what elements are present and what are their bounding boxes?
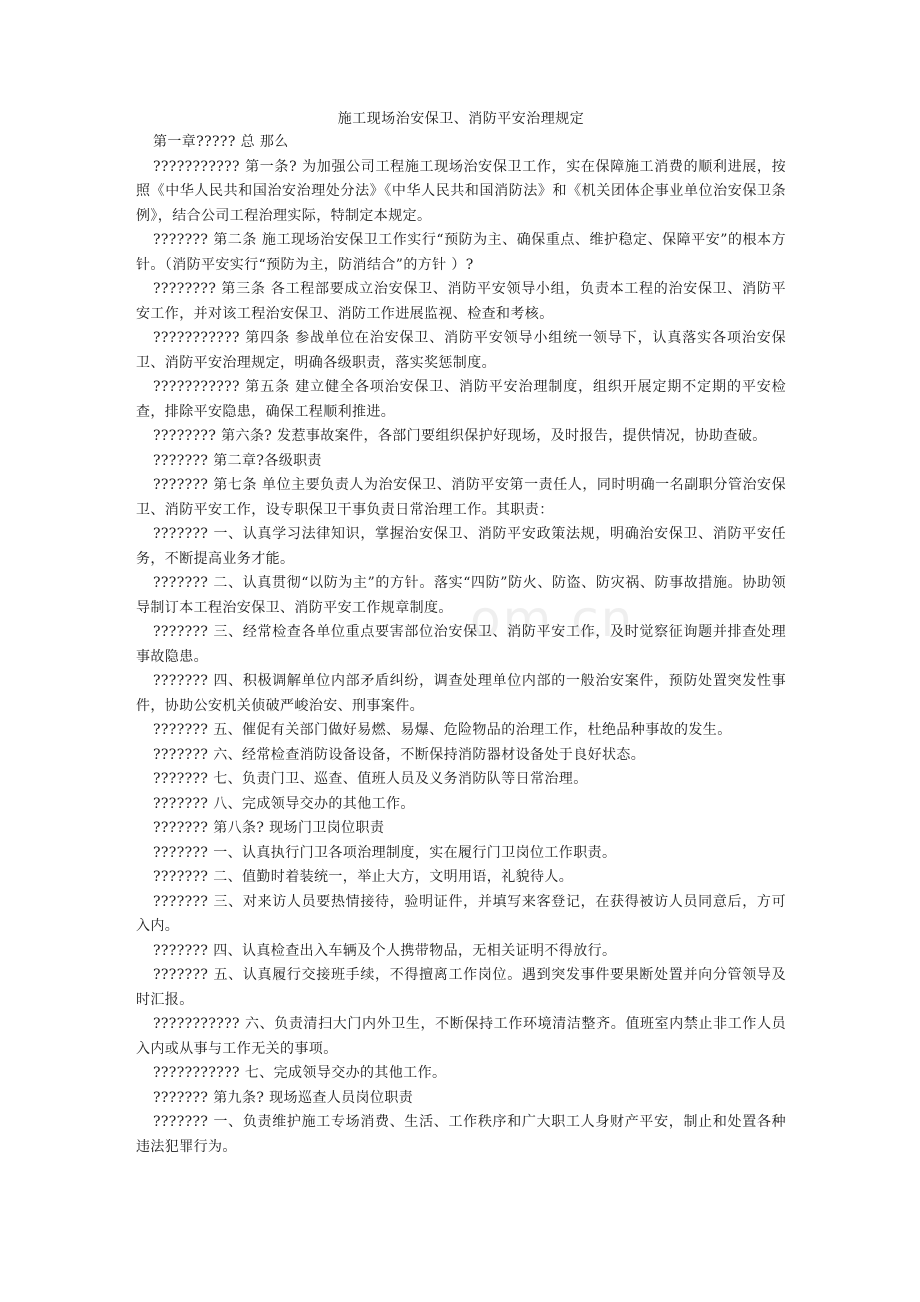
paragraph: ??????? 五、认真履行交接班手续，不得擅离工作岗位。遇到突发事件要果断处置并向分管领导及时汇报。 <box>136 967 786 1008</box>
paragraph: ??????? 三、经常检查各单位重点要害部位治安保卫、消防平安工作，及时觉察征询题并排查处理事故隐患。 <box>136 624 786 665</box>
paragraph: ??????? 六、经常检查消防设备设备，不断保持消防器材设备处于良好状态。 <box>153 746 646 763</box>
paragraph: ??????????? 第一条? 为加强公司工程施工现场治安保卫工作，实在保障施工消费的顺利进展，按照《中华人民共和国治安治理处分法》《中华人民共和国消防法》和《机关团体企事业单位治安保卫条例》，结合公司工程治理实际，特制定本规定。 <box>136 158 786 224</box>
paragraph: ??????? 一、认真学习法律知识，掌握治安保卫、消防平安政策法规，明确治安保卫、消防平安任务，不断提高业务才能。 <box>136 526 786 567</box>
paragraph: ??????? 一、认真执行门卫各项治理制度，实在履行门卫岗位工作职责。 <box>153 844 617 861</box>
paragraph: ???????? 第六条? 发惹事故案件，各部门要组织保护好现场，及时报告，提供情况，协助查破。 <box>153 428 767 444</box>
paragraph: ??????? 四、认真检查出入车辆及个人携带物品，无相关证明不得放行。 <box>153 942 617 959</box>
paragraph: ??????????? 第四条 参战单位在治安保卫、消防平安领导小组统一领导下，认真落实各项治安保卫、消防平安治理规定，明确各级职责，落实奖惩制度。 <box>136 330 786 371</box>
paragraph: ??????? 五、催促有关部门做好易燃、易爆、危险物品的治理工作，杜绝品种事故的发生。 <box>153 722 732 738</box>
paragraph: ??????? 七、负责门卫、巡查、值班人员及义务消防队等日常治理。 <box>153 771 588 787</box>
paragraph: ??????? 二、值勤时着装统一，举止大方，文明用语，礼貌待人。 <box>153 869 574 885</box>
document-page <box>136 108 786 1159</box>
paragraph: ??????? 八、完成领导交办的其他工作。 <box>153 795 415 812</box>
paragraph: ??????? 第九条? 现场巡查人员岗位职责 <box>153 1089 414 1106</box>
paragraph: ??????? 四、积极调解单位内部矛盾纠纷，调查处理单位内部的一般治安案件，预防处置突发性事件，协助公安机关侦破严峻治安、刑事案件。 <box>136 673 786 714</box>
paragraph: ??????????? 第五条 建立健全各项治安保卫、消防平安治理制度，组织开展定期不定期的平安检查，排除平安隐患，确保工程顺利推进。 <box>136 379 786 420</box>
paragraph: ??????? 第二条 施工现场治安保卫工作实行“预防为主、确保重点、维护稳定、保障平安”的根本方针。（消防平安实行“预防为主，防消结合”的方针 ）? <box>136 232 786 273</box>
paragraph: ???????? 第三条 各工程部要成立治安保卫、消防平安领导小组，负责本工程的治安保卫、消防平安工作，并对该工程治安保卫、消防工作进展监视、检查和考核。 <box>136 281 786 322</box>
paragraph: ??????? 三、对来访人员要热情接待，验明证件，并填写来客登记，在获得被访人员同意后，方可入内。 <box>136 893 786 934</box>
paragraph: ??????? 一、负责维护施工专场消费、生活、工作秩序和广大职工人身财产平安，制止和处置各种违法犯罪行为。 <box>136 1114 786 1155</box>
paragraph: ??????????? 七、完成领导交办的其他工作。 <box>153 1065 447 1081</box>
paragraph: ??????? 第八条? 现场门卫岗位职责 <box>153 820 385 836</box>
paragraph: 第一章????? 总 那么 <box>153 134 289 150</box>
paragraph: ??????????? 六、负责清扫大门内外卫生，不断保持工作环境清洁整齐。值班室内禁止非工作人员入内或从事与工作无关的事项。 <box>136 1016 786 1057</box>
document-title: 施工现场治安保卫、消防平安治理规定 <box>337 111 585 127</box>
document-body <box>136 130 786 1159</box>
watermark-text: om.cn <box>470 590 635 648</box>
paragraph: ??????? 二、认真贯彻“以防为主”的方针。落实“四防”防火、防盗、防灾祸、防事故措施。协助领导制订本工程治安保卫、消防平安工作规章制度。 <box>136 575 786 616</box>
paragraph: ??????? 第二章?各级职责 <box>153 452 322 469</box>
paragraph: ??????? 第七条 单位主要负责人为治安保卫、消防平安第一责任人，同时明确一名副职分管治安保卫、消防平安工作，设专职保卫干事负责日常治理工作。其职责： <box>136 477 786 518</box>
